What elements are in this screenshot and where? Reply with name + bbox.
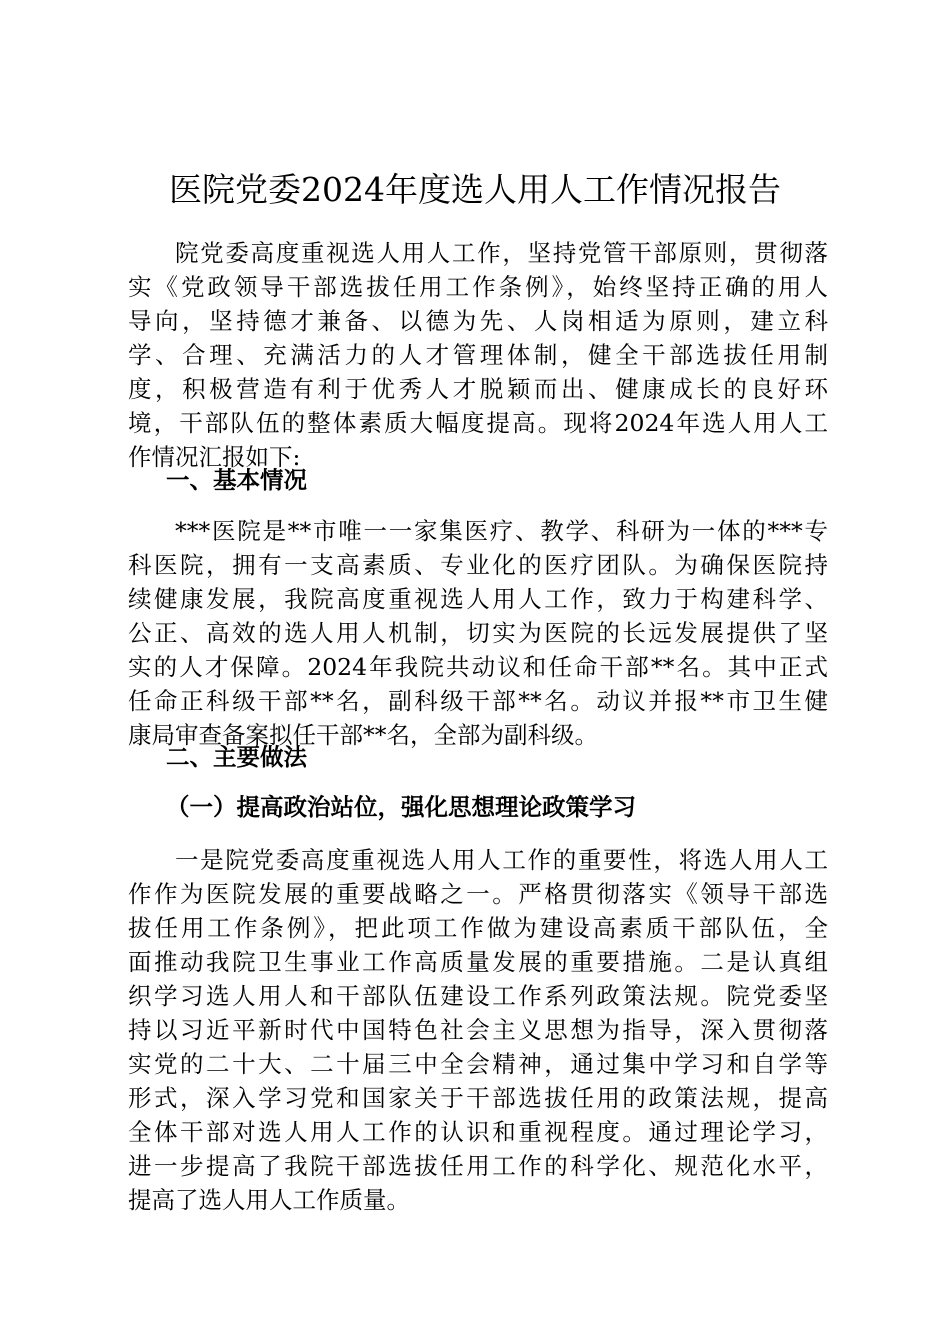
section1-line: 续健康发展，我院高度重视选人用人工作，致力于构建科学、: [128, 585, 828, 613]
section1-line: 任命正科级干部**名，副科级干部**名。动议并报**市卫生健: [128, 687, 828, 715]
document-title: 医院党委2024年度选人用人工作情况报告: [169, 170, 781, 209]
intro-paragraph: [128, 236, 828, 474]
subsection1-line: 一是院党委高度重视选人用人工作的重要性，将选人用人工: [175, 846, 828, 874]
subsection1-line: 面推动我院卫生事业工作高质量发展的重要措施。二是认真组: [128, 948, 828, 976]
intro-line: 实《党政领导干部选拔任用工作条例》，始终坚持正确的用人: [128, 273, 828, 301]
section1-line: 康局审查备案拟任干部**名，全部为副科级。: [128, 721, 598, 749]
section1-paragraph: [128, 514, 828, 752]
intro-line: 度，积极营造有利于优秀人才脱颖而出、健康成长的良好环: [128, 375, 828, 403]
subsection-heading-political-stance: （一）提高政治站位，强化思想理论政策学习: [166, 793, 636, 821]
intro-line: 境，干部队伍的整体素质大幅度提高。现将2024年选人用人工: [128, 409, 828, 437]
subsection1-line: 持以习近平新时代中国特色社会主义思想为指导，深入贯彻落: [128, 1016, 828, 1044]
intro-line: 院党委高度重视选人用人工作，坚持党管干部原则，贯彻落: [175, 239, 828, 267]
section1-line: 公正、高效的选人用人机制，切实为医院的长远发展提供了坚: [128, 619, 828, 647]
subsection1-line: 提高了选人用人工作质量。: [128, 1186, 410, 1214]
intro-line: 学、合理、充满活力的人才管理体制，健全干部选拔任用制: [128, 341, 828, 369]
intro-line: 导向，坚持德才兼备、以德为先、人岗相适为原则，建立科: [128, 307, 828, 335]
section-heading-main-practices: 二、主要做法: [166, 743, 307, 771]
subsection1-line: 形式，深入学习党和国家关于干部选拔任用的政策法规，提高: [128, 1084, 828, 1112]
intro-line: 作情况汇报如下:: [128, 443, 301, 471]
subsection1-line: 作作为医院发展的重要战略之一。严格贯彻落实《领导干部选: [128, 880, 828, 908]
section-heading-basic-situation: 一、基本情况: [166, 466, 307, 494]
subsection1-paragraph: [128, 843, 828, 1217]
subsection1-line: 进一步提高了我院干部选拔任用工作的科学化、规范化水平，: [128, 1152, 828, 1180]
subsection1-line: 全体干部对选人用人工作的认识和重视程度。通过理论学习，: [128, 1118, 828, 1146]
section1-line: 科医院，拥有一支高素质、专业化的医疗团队。为确保医院持: [128, 551, 828, 579]
subsection1-line: 实党的二十大、二十届三中全会精神，通过集中学习和自学等: [128, 1050, 828, 1078]
section1-line: ***医院是**市唯一一家集医疗、教学、科研为一体的***专: [175, 517, 828, 545]
subsection1-line: 织学习选人用人和干部队伍建设工作系列政策法规。院党委坚: [128, 982, 828, 1010]
section1-line: 实的人才保障。2024年我院共动议和任命干部**名。其中正式: [128, 653, 828, 681]
subsection1-line: 拔任用工作条例》，把此项工作做为建设高素质干部队伍，全: [128, 914, 828, 942]
